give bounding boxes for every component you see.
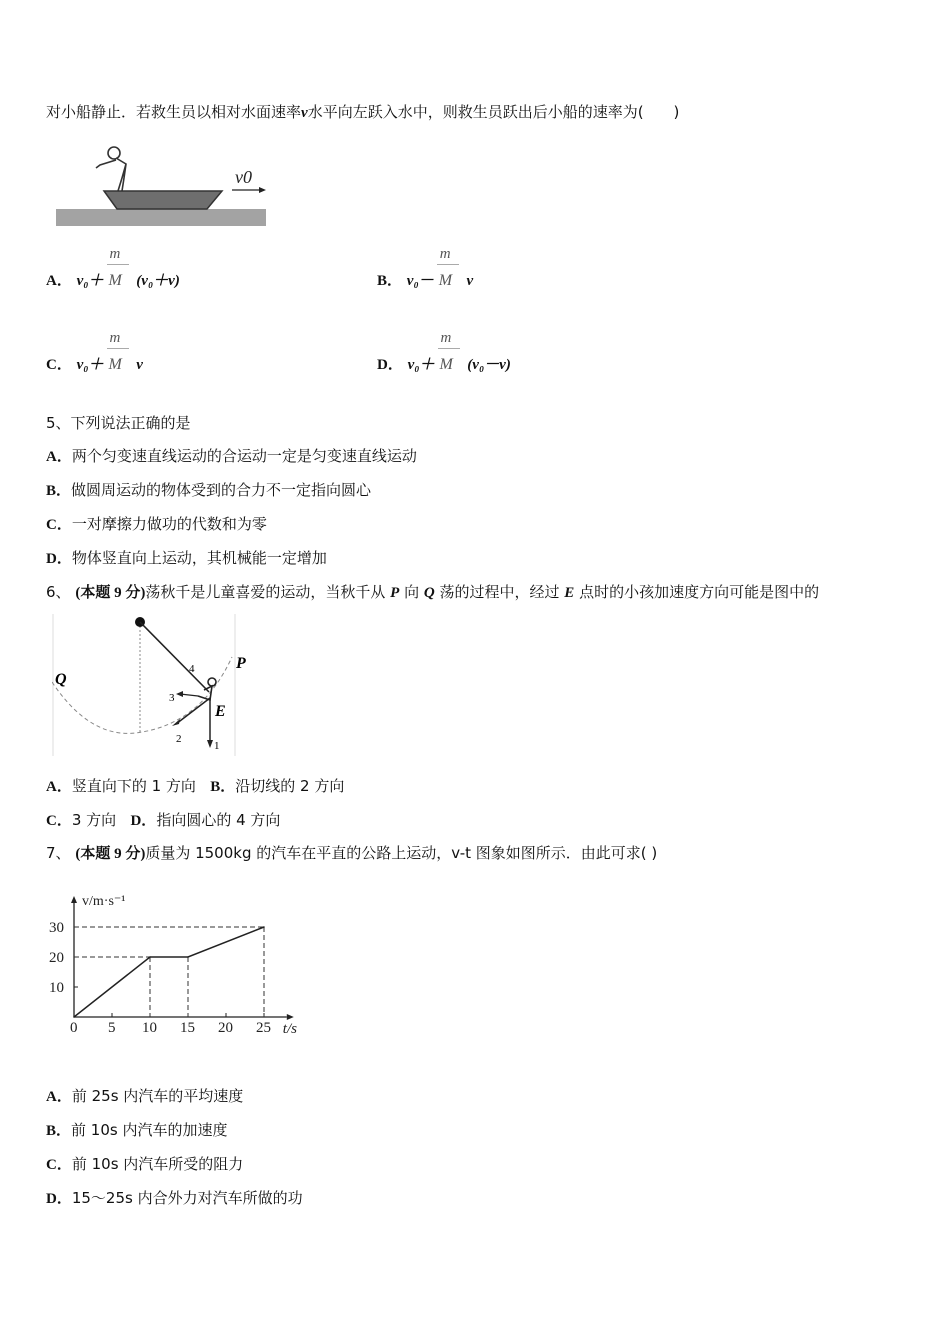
q6-option-d[interactable] [130, 811, 280, 829]
q6-stem [46, 582, 819, 603]
option-letter: B． [46, 483, 72, 499]
q6-var-q: Q [423, 585, 435, 601]
fraction [437, 246, 459, 290]
y-tick-label: 30 [49, 920, 64, 936]
data-point [263, 926, 265, 928]
q5-option-d[interactable] [46, 548, 327, 569]
denominator: M [108, 356, 122, 373]
q4-stem [46, 102, 679, 123]
q6-score: (本题 9 分) [75, 585, 146, 601]
x-axis-arrow [287, 1014, 294, 1020]
option-text: 指向圆心的 4 方向 [156, 811, 281, 829]
q7-option-d[interactable] [46, 1188, 303, 1209]
velocity-line [74, 927, 264, 1017]
option-letter: A． [46, 1089, 72, 1105]
q6-options-row-2 [46, 810, 280, 831]
y-axis-arrow [71, 896, 77, 903]
q6-stem-text: 点时的小孩加速度方向可能是图中的 [579, 583, 820, 601]
label-direction-1: 1 [214, 740, 220, 752]
option-text: 前 10s 内汽车所受的阻力 [71, 1155, 244, 1173]
q6-stem-text: 荡的过程中，经过 [439, 583, 560, 601]
y-axis-label: v/m·s⁻¹ [82, 894, 126, 909]
swing-figure [52, 612, 252, 758]
q4-option-a[interactable] [46, 246, 180, 291]
option-term: (v₀－v) [467, 357, 511, 373]
option-letter: C． [46, 813, 72, 829]
lifeguard-icon [96, 147, 126, 191]
x-axis-label: t/s [282, 1021, 297, 1037]
vt-chart [45, 885, 315, 1040]
q7-stem-text: 质量为 1500kg 的汽车在平直的公路上运动，v-t 图象如图所示．由此可求( ) [145, 844, 658, 862]
q6-var-p: P [390, 585, 400, 601]
q7-number: 7、 [46, 844, 71, 862]
numerator: m [109, 246, 121, 262]
option-text: 竖直向下的 1 方向 [71, 777, 196, 795]
option-term: v₀－ [406, 273, 434, 289]
q4-stem-var: v [301, 105, 308, 121]
option-text: 前 25s 内汽车的平均速度 [71, 1087, 244, 1105]
option-letter: C． [46, 357, 72, 373]
q7-stem [46, 843, 657, 864]
numerator: m [440, 330, 452, 346]
fraction-bar [437, 264, 459, 265]
q6-option-a[interactable] [46, 777, 196, 795]
option-text: 沿切线的 2 方向 [235, 777, 345, 795]
option-text: 两个匀变速直线运动的合运动一定是匀变速直线运动 [71, 447, 417, 465]
data-point [73, 1016, 75, 1018]
label-direction-4: 4 [189, 663, 195, 675]
label-e: E [215, 703, 226, 720]
y-tick-label: 20 [49, 950, 64, 966]
option-term: v₀＋ [76, 273, 104, 289]
x-tick-label: 0 [70, 1020, 78, 1036]
v0-label: v0 [235, 167, 252, 187]
q7-score: (本题 9 分) [75, 846, 146, 862]
option-letter: A． [46, 449, 72, 465]
option-text: 前 10s 内汽车的加速度 [71, 1121, 228, 1139]
option-text: 物体竖直向上运动，其机械能一定增加 [71, 549, 327, 567]
option-letter: A． [46, 779, 72, 795]
fraction-bar [107, 264, 129, 265]
fraction [438, 330, 460, 374]
option-term: v [136, 357, 143, 373]
q6-option-c[interactable] [46, 811, 116, 829]
option-letter: A． [46, 273, 72, 289]
denominator: M [438, 272, 453, 289]
option-letter: B． [210, 779, 236, 795]
option-text: 一对摩擦力做功的代数和为零 [71, 515, 267, 533]
numerator: m [109, 330, 121, 346]
q5-option-c[interactable] [46, 514, 267, 535]
option-letter: D． [130, 813, 157, 829]
q7-option-c[interactable] [46, 1154, 243, 1175]
option-term: v₀＋ [407, 357, 435, 373]
y-tick-label: 10 [49, 980, 64, 996]
denominator: M [108, 272, 122, 289]
x-tick-label: 10 [142, 1020, 157, 1036]
q6-number: 6、 [46, 583, 71, 601]
option-text: 3 方向 [71, 811, 117, 829]
q4-option-b[interactable] [377, 246, 474, 291]
q7-option-b[interactable] [46, 1120, 227, 1141]
q6-option-b[interactable] [210, 777, 344, 795]
q5-option-b[interactable] [46, 480, 371, 501]
fraction-bar [438, 348, 460, 349]
fraction-bar [107, 348, 129, 349]
label-p: P [236, 655, 246, 672]
label-direction-2: 2 [176, 733, 182, 745]
option-letter: B． [46, 1123, 72, 1139]
q4-option-d[interactable] [377, 330, 511, 375]
data-point [187, 956, 189, 958]
option-letter: D． [377, 357, 403, 373]
x-tick-label: 5 [108, 1020, 116, 1036]
x-tick-label: 15 [180, 1020, 195, 1036]
option-letter: C． [46, 517, 72, 533]
q6-var-e: E [564, 585, 575, 601]
q7-option-a[interactable] [46, 1086, 243, 1107]
option-letter: D． [46, 1191, 72, 1207]
option-letter: D． [46, 551, 72, 567]
boat-figure [52, 138, 274, 230]
option-term: v₀＋ [76, 357, 104, 373]
q4-option-c[interactable] [46, 330, 143, 375]
q6-stem-text: 向 [404, 583, 420, 601]
q5-stem: 5、下列说法正确的是 [46, 414, 191, 432]
option-term: (v₀＋v) [136, 273, 180, 289]
fraction [107, 330, 129, 374]
label-q: Q [55, 671, 67, 688]
q6-options-row-1 [46, 776, 344, 797]
option-letter: C． [46, 1157, 72, 1173]
label-direction-3: 3 [169, 692, 175, 704]
option-term: v [466, 273, 474, 289]
x-tick-label: 20 [218, 1020, 233, 1036]
q4-stem-text-2: 水平向左跃入水中，则救生员跃出后小船的速率为( ) [307, 103, 680, 121]
q4-stem-text: 对小船静止．若救生员以相对水面速率 [46, 103, 302, 121]
q5-option-a[interactable] [46, 446, 417, 467]
option-letter: B． [377, 273, 403, 289]
numerator: m [439, 246, 451, 262]
data-point [149, 956, 151, 958]
q6-stem-text: 荡秋千是儿童喜爱的运动，当秋千从 [145, 583, 386, 601]
fraction [107, 246, 129, 290]
x-tick-label: 25 [256, 1020, 271, 1036]
option-text: 15～25s 内合外力对汽车所做的功 [71, 1189, 303, 1207]
denominator: M [439, 356, 453, 373]
option-text: 做圆周运动的物体受到的合力不一定指向圆心 [71, 481, 372, 499]
